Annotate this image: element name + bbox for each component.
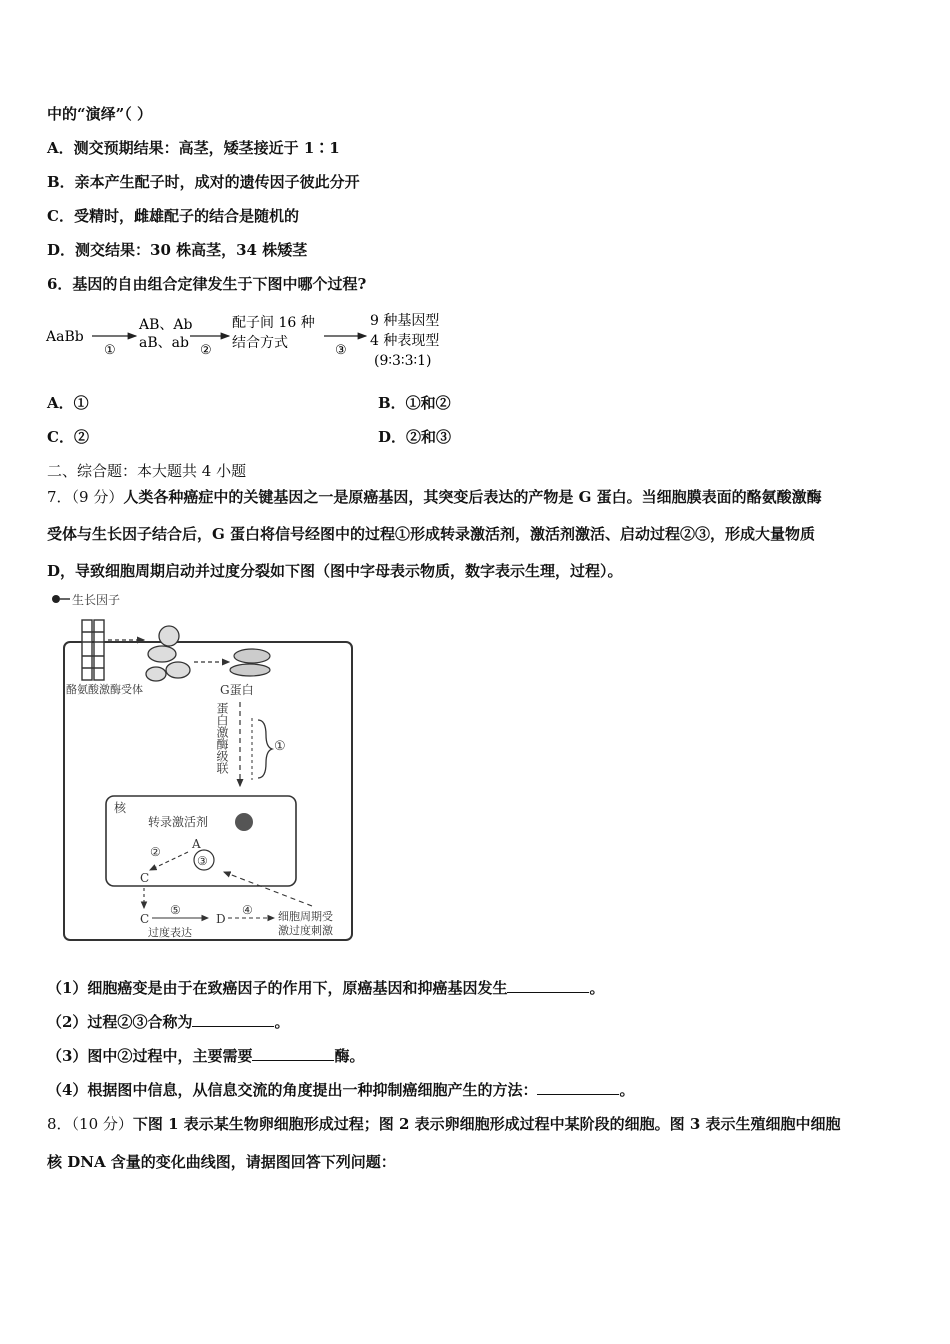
q5-option-b: B．亲本产生配子时，成对的遗传因子彼此分开 [47,173,360,191]
q7-sub3 [47,1045,364,1066]
section-title: 二、综合题：本大题共 4 小题 [47,462,247,480]
letter-d: D [216,912,226,926]
q6-stem: 6．基因的自由组合定律发生于下图中哪个过程? [47,275,367,293]
q6-start: AaBb [46,329,84,345]
g-protein-shape [230,649,270,676]
q6-result-2: 4 种表现型 [370,333,440,349]
step3-label: ③ [197,854,208,868]
receptor-shape [82,620,104,680]
nucleus-box [106,796,296,886]
q7-sub3-text: （3）图中②过程中，主要需要 [47,1047,253,1065]
q6-combo-bottom: 结合方式 [232,335,288,351]
q7-stem-line3: D，导致细胞周期启动并过度分裂如下图（图中字母表示物质，数字表示生理，过程）。 [47,562,623,580]
q7-sub4-blank[interactable] [537,1080,619,1095]
q5-option-c: C．受精时，雌雄配子的结合是随机的 [47,207,299,225]
letter-c2: C [140,912,150,926]
q7-stem-text-1: 人类各种癌症中的关键基因之一是原癌基因，其突变后表达的产物是 G 蛋白。当细胞膜表面的酪氨酸激酶 [123,488,822,506]
q7-sub1 [47,977,604,998]
cell-cycle-label-2: 激过度刺激 [278,924,333,937]
q6-gametes-top: AB、Ab [139,317,193,333]
q6-step2: ② [200,343,212,358]
q6-diagram [44,308,464,376]
q7-sub4 [47,1079,634,1100]
q7-sub2-blank[interactable] [192,1012,274,1027]
letter-c: C [140,871,150,885]
q6-combo-top: 配子间 16 种 [232,315,315,331]
q6-option-b: B．①和② [378,394,451,412]
receptor-label: 酪氨酸激酶受体 [66,683,143,696]
q8-stem-text-1: 下图 1 表示某生物卵细胞形成过程；图 2 表示卵细胞形成过程中某阶段的细胞。图 3 表示生殖细胞中细胞 [132,1115,841,1133]
q7-sub1-blank[interactable] [507,978,589,993]
q6-option-d: D．②和③ [378,428,452,446]
q7-stem-line2: 受体与生长因子结合后，G 蛋白将信号经图中的过程①形成转录激活剂，激活剂激活、启动过程②③，形成大量物质 [47,525,816,543]
q6-result-3: (9∶3∶3∶1) [374,353,432,369]
q7-sub3-post: 酶。 [334,1047,365,1065]
g-protein-label: G蛋白 [220,683,254,697]
step5-label: ⑤ [170,903,181,917]
activator-shape [235,813,253,831]
step4-label: ④ [242,903,253,917]
q7-figure [44,590,384,950]
q8-stem-line2: 核 DNA 含量的变化曲线图，请据图回答下列问题： [47,1153,396,1171]
cascade-label: 蛋白激酶级联 [215,702,229,774]
q6-step3: ③ [335,343,347,358]
step1-label: ① [274,739,286,754]
q6-option-a: A．① [47,394,89,412]
overexpression-label: 过度表达 [148,926,192,939]
q7-sub3-blank[interactable] [252,1046,334,1061]
nucleus-label: 核 [114,801,127,815]
growth-factor-dot [52,595,60,603]
q6-gametes-bottom: aB、ab [139,335,189,351]
q7-sub4-text: （4）根据图中信息，从信息交流的角度提出一种抑制癌细胞产生的方法： [47,1081,538,1099]
q6-result-1: 9 种基因型 [370,313,440,329]
q7-stem-line1 [47,486,822,507]
step2-label: ② [150,845,161,859]
q5-option-d: D．测交结果：30 株高茎，34 株矮茎 [47,241,308,259]
letter-a: A [192,837,201,851]
q7-sub2-text: （2）过程②③合称为 [47,1013,193,1031]
q6-step1: ① [104,343,116,358]
q8-stem-line1 [47,1113,841,1134]
q7-sub4-period: 。 [619,1081,635,1099]
growth-factor-label: 生长因子 [72,593,121,607]
q8-number: 8．（10 分） [47,1115,133,1133]
cell-cycle-label-1: 细胞周期受 [278,910,333,923]
q6-option-c: C．② [47,428,89,446]
q7-number: 7．（9 分） [47,488,124,506]
activated-receptor-shape [146,626,190,681]
activator-label: 转录激活剂 [148,815,209,829]
q7-sub2-period: 。 [274,1013,290,1031]
q5-option-a: A．测交预期结果：高茎，矮茎接近于 1∶1 [47,139,340,157]
q7-sub1-text: （1）细胞癌变是由于在致癌因子的作用下，原癌基因和抑癌基因发生 [47,979,508,997]
q5-stem: 中的“演绎”（ ） [47,105,152,123]
q7-sub2 [47,1011,289,1032]
q7-sub1-period: 。 [589,979,605,997]
